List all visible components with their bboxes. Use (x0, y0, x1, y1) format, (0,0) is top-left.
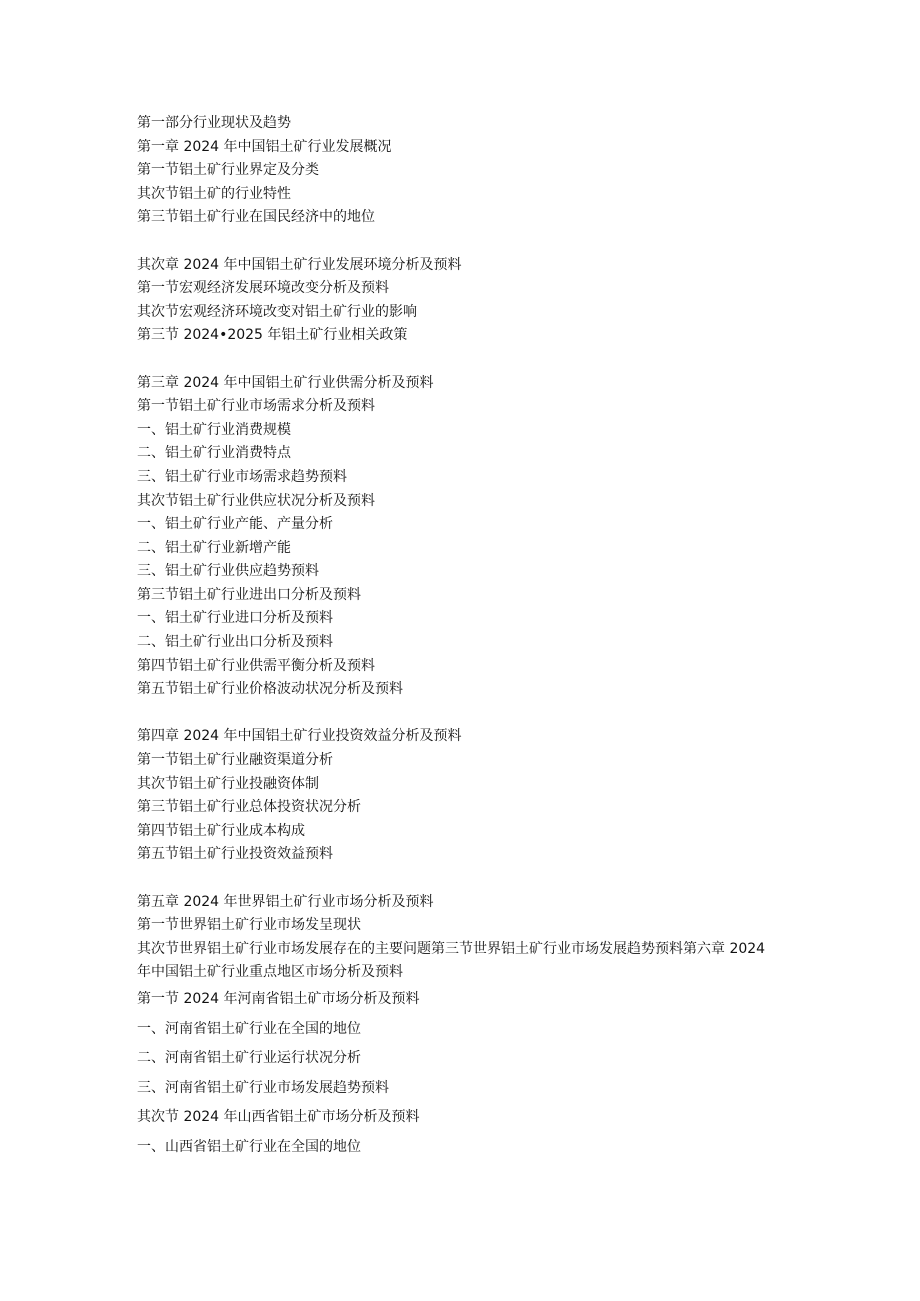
chapter-3-item: 二、铝土矿行业消费特点 (137, 445, 291, 462)
chapter-1-item: 第一节铝土矿行业界定及分类 (137, 162, 319, 179)
chapter-2-title: 其次章 2024 年中国铝土矿行业发展环境分析及预料 (137, 256, 462, 273)
document-page (137, 112, 837, 1163)
chapter-3-title: 第三章 2024 年中国铝土矿行业供需分析及预料 (137, 374, 434, 391)
chapter-4-item: 第五节铝土矿行业投资效益预料 (137, 846, 333, 863)
part-title: 第一部分行业现状及趋势 (137, 115, 291, 131)
chapter-3-item: 一、铝土矿行业产能、产量分析 (137, 516, 333, 533)
chapter-1-item: 其次节铝土矿的行业特性 (137, 185, 291, 202)
chapter-1-title: 第一章 2024 年中国铝土矿行业发展概况 (137, 138, 392, 155)
chapter-4-item: 第一节铝土矿行业融资渠道分析 (137, 752, 333, 769)
chapter-6-item: 三、河南省铝土矿行业市场发展趋势预料 (137, 1079, 389, 1096)
chapter-3-item: 其次节铝土矿行业供应状况分析及预料 (137, 492, 375, 509)
chapter-3-item: 一、铝土矿行业消费规模 (137, 421, 291, 438)
chapter-3-item: 二、铝土矿行业出口分析及预料 (137, 634, 333, 651)
spacer (137, 702, 837, 726)
chapter-3-item: 第四节铝土矿行业供需平衡分析及预料 (137, 657, 375, 674)
chapter-4-item: 其次节铝土矿行业投融资体制 (137, 775, 319, 792)
chapter-5-item: 第一节世界铝土矿行业市场发呈现状 (137, 917, 361, 934)
chapter-5-title: 第五章 2024 年世界铝土矿行业市场分析及预料 (137, 893, 434, 910)
chapter-3-item: 一、铝土矿行业进口分析及预料 (137, 610, 333, 627)
chapter-6-item: 一、河南省铝土矿行业在全国的地位 (137, 1020, 361, 1037)
chapter-6-item: 一、山西省铝土矿行业在全国的地位 (137, 1138, 361, 1155)
chapter-3-item: 三、铝土矿行业供应趋势预料 (137, 563, 319, 580)
chapter-6-item: 二、河南省铝土矿行业运行状况分析 (137, 1050, 361, 1067)
chapter-4-title: 第四章 2024 年中国铝土矿行业投资效益分析及预料 (137, 728, 462, 745)
chapter-2-item: 第一节宏观经济发展环境改变分析及预料 (137, 280, 389, 297)
chapter-3-item: 第五节铝土矿行业价格波动状况分析及预料 (137, 681, 403, 698)
chapter-3-item: 第一节铝土矿行业市场需求分析及预料 (137, 398, 375, 415)
spacer (137, 348, 837, 372)
chapter-3-item: 第三节铝土矿行业进出口分析及预料 (137, 586, 361, 603)
chapter-2-item: 第三节 2024•2025 年铝土矿行业相关政策 (137, 327, 408, 344)
chapter-1-item: 第三节铝土矿行业在国民经济中的地位 (137, 209, 375, 226)
chapter-3-item: 三、铝土矿行业市场需求趋势预料 (137, 468, 347, 485)
chapter-6-item: 其次节 2024 年山西省铝土矿市场分析及预料 (137, 1109, 420, 1126)
chapter-4-item: 第三节铝土矿行业总体投资状况分析 (137, 799, 361, 816)
merged-paragraph: 其次节世界铝土矿行业市场发展存在的主要问题第三节世界铝土矿行业市场发展趋势预料第六章 2024 年中国铝土矿行业重点地区市场分析及预料 (137, 940, 766, 981)
chapter-3-item: 二、铝土矿行业新增产能 (137, 539, 291, 556)
chapter-4-item: 第四节铝土矿行业成本构成 (137, 822, 305, 839)
chapter-2-item: 其次节宏观经济环境改变对铝土矿行业的影响 (137, 303, 417, 320)
chapter-6-item: 第一节 2024 年河南省铝土矿市场分析及预料 (137, 990, 420, 1007)
spacer (137, 867, 837, 891)
spacer (137, 230, 837, 254)
